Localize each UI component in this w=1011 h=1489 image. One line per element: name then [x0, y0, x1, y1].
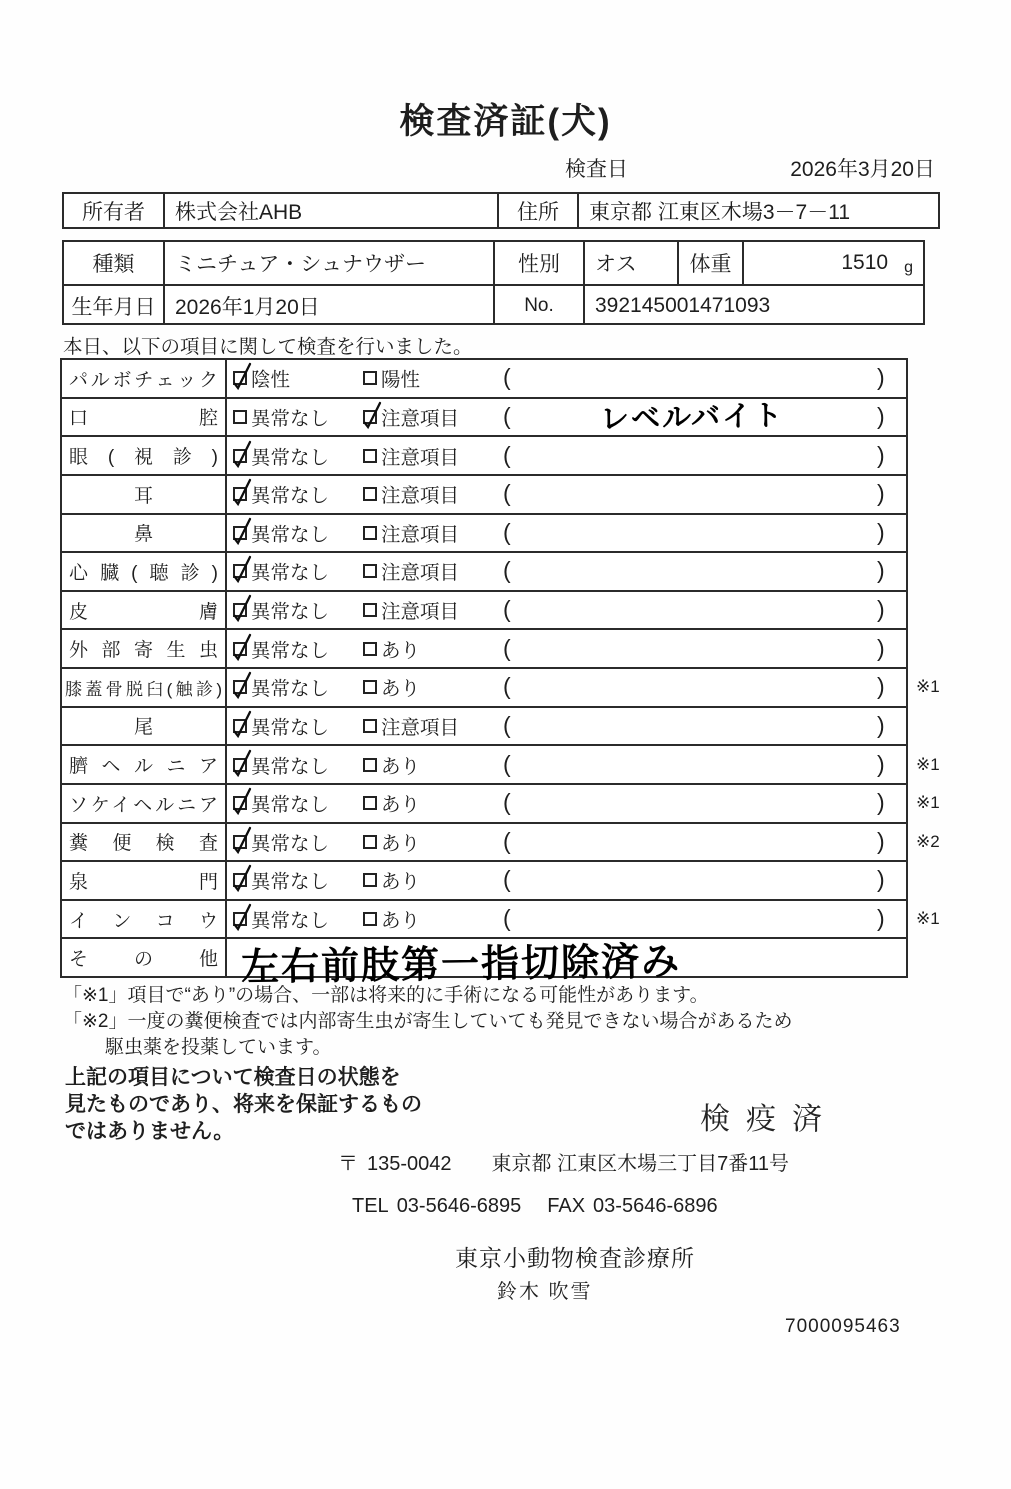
info-table	[62, 240, 925, 325]
checkbox	[363, 912, 377, 926]
exam-row-content	[227, 360, 906, 397]
exam-row	[62, 744, 940, 783]
checkbox	[363, 603, 377, 617]
exam-item-label: 鼻	[133, 524, 153, 546]
check-mark-icon	[230, 749, 254, 775]
footnotes	[63, 983, 793, 1061]
exam-option	[233, 635, 329, 663]
exam-item-label: パルボチェック	[69, 369, 218, 391]
check-mark-icon	[360, 401, 384, 427]
no-label: No.	[495, 286, 585, 325]
check-mark-icon	[230, 671, 254, 697]
exam-row-content	[227, 708, 906, 745]
paren-open: (	[503, 596, 511, 623]
option-label: 異常なし	[251, 716, 330, 739]
ref-mark: ※1	[916, 677, 940, 697]
check-mark-icon	[230, 517, 254, 543]
checkbox-checked	[363, 410, 377, 424]
weight-value-cell	[744, 242, 923, 284]
tel-fax-line	[352, 1195, 718, 1218]
option-label: 異常なし	[251, 562, 330, 585]
weight-unit: g	[904, 258, 913, 276]
birthdate-label: 生年月日	[64, 286, 165, 325]
inspection-date-label: 検査日	[565, 158, 628, 181]
checkbox	[363, 371, 377, 385]
exam-row-content	[227, 553, 906, 590]
exam-row-content	[227, 824, 906, 861]
paren-close: )	[877, 866, 885, 893]
tel-label: TEL	[352, 1195, 389, 1217]
weight-label: 体重	[679, 242, 744, 284]
tel-number: 03-5646-6895	[396, 1195, 522, 1217]
exam-item-label: 糞便検査	[69, 833, 218, 855]
option-label: 注意項目	[381, 485, 460, 508]
exam-row	[62, 551, 906, 590]
exam-item-label-cell	[62, 862, 227, 899]
owner-label: 所有者	[64, 194, 165, 227]
paren-close: )	[877, 402, 885, 429]
paren-open: (	[503, 557, 511, 584]
paren-open: (	[503, 866, 511, 893]
checkbox-checked	[233, 564, 247, 578]
exam-row	[62, 783, 940, 822]
paren-open: (	[503, 480, 511, 507]
paren-close: )	[877, 596, 885, 623]
exam-item-label: 臍ヘルニア	[69, 756, 218, 778]
exam-item-label-cell	[62, 746, 227, 783]
disclaimer-line: 見たものであり、将来を保証するもの	[65, 1093, 422, 1116]
exam-item-label: 膝蓋骨脱臼(触診)	[65, 679, 222, 699]
paren-open: (	[503, 905, 511, 932]
option-label: 陰性	[251, 369, 291, 392]
ref-mark: ※2	[916, 831, 940, 851]
exam-row	[62, 899, 940, 938]
exam-option	[363, 712, 459, 740]
option-label: 陽性	[381, 369, 421, 392]
exam-item-label: 耳	[133, 485, 153, 507]
paren-close: )	[877, 557, 885, 584]
checkbox	[363, 719, 377, 733]
paren-open: (	[503, 711, 511, 738]
exam-option	[363, 866, 420, 894]
clinic-address: 東京都 江東区木場三丁目7番11号	[491, 1153, 789, 1175]
exam-item-label-cell	[62, 901, 227, 938]
exam-option	[363, 828, 420, 856]
paren-close: )	[877, 441, 885, 468]
option-label: 異常なし	[251, 910, 330, 933]
checkbox-checked	[233, 642, 247, 656]
sex-label: 性別	[495, 242, 585, 284]
exam-row-content	[227, 630, 906, 667]
exam-row	[62, 822, 940, 861]
paren-open: (	[503, 789, 511, 816]
exam-row	[62, 860, 906, 899]
checkbox-checked	[233, 487, 247, 501]
option-label: 注意項目	[381, 407, 460, 430]
exam-option	[233, 789, 329, 817]
exam-row	[62, 474, 906, 513]
exam-option	[233, 557, 329, 585]
paren-close: )	[877, 634, 885, 661]
checkbox	[363, 526, 377, 540]
exam-item-label-cell	[62, 592, 227, 629]
exam-row-content	[227, 476, 906, 513]
paren-open: (	[503, 364, 511, 391]
exam-item-label-cell	[62, 824, 227, 861]
sex-value: オス	[585, 242, 679, 284]
exam-row-content	[227, 592, 906, 629]
exam-item-label: 皮膚	[69, 601, 218, 623]
option-label: 異常なし	[251, 523, 330, 546]
exam-item-label-cell	[62, 708, 227, 745]
address-value: 東京都 江東区木場3－7－11	[589, 200, 850, 224]
option-label: 注意項目	[381, 562, 460, 585]
disclaimer-line: 上記の項目について検査日の状態を	[65, 1066, 401, 1089]
option-label: 異常なし	[251, 485, 330, 508]
breed-value: ミニチュア・シュナウザー	[165, 242, 495, 284]
exam-option	[233, 712, 329, 740]
exam-option	[233, 673, 329, 701]
paren-open: (	[503, 441, 511, 468]
check-mark-icon	[230, 478, 254, 504]
check-mark-icon	[230, 594, 254, 620]
exam-row-content	[227, 669, 906, 706]
owner-value: 株式会社AHB	[165, 194, 499, 227]
exam-item-label: 外部寄生虫	[69, 640, 218, 662]
inspection-date-row	[0, 153, 1011, 181]
fax-label: FAX	[547, 1195, 586, 1217]
option-label: あり	[381, 871, 421, 894]
paren-close: )	[877, 905, 885, 932]
exam-item-label-cell	[62, 399, 227, 436]
exam-option	[363, 442, 459, 470]
inspection-date-value: 2026年3月20日	[790, 158, 935, 181]
option-label: 異常なし	[251, 794, 330, 817]
option-label: 注意項目	[381, 601, 460, 624]
option-label: 異常なし	[251, 601, 330, 624]
address-label: 住所	[499, 194, 579, 227]
paren-close: )	[877, 789, 885, 816]
ref-mark: ※1	[916, 754, 940, 774]
exam-option	[233, 480, 329, 508]
option-label: あり	[381, 755, 421, 778]
exam-row	[62, 513, 906, 552]
exam-table	[60, 358, 940, 990]
check-mark-icon	[230, 710, 254, 736]
paren-close: )	[877, 673, 885, 700]
exam-item-label-cell	[62, 630, 227, 667]
checkbox	[363, 796, 377, 810]
checkbox	[363, 835, 377, 849]
option-label: 注意項目	[381, 446, 460, 469]
check-mark-icon	[230, 864, 254, 890]
check-mark-icon	[230, 903, 254, 929]
option-label: 異常なし	[251, 871, 330, 894]
exam-row-content	[227, 785, 906, 822]
serial-number: 7000095463	[785, 1316, 901, 1337]
checkbox	[363, 642, 377, 656]
exam-item-label-cell	[62, 939, 227, 976]
exam-option	[363, 519, 459, 547]
exam-row-content	[227, 746, 906, 783]
exam-option	[233, 364, 290, 392]
ref-mark: ※1	[916, 909, 940, 929]
paren-close: )	[877, 480, 885, 507]
option-label: 異常なし	[251, 639, 330, 662]
option-label: あり	[381, 910, 421, 933]
exam-item-label: ソケイヘルニア	[69, 794, 218, 816]
checkbox	[363, 873, 377, 887]
checkbox	[363, 449, 377, 463]
exam-option	[363, 751, 420, 779]
exam-item-label-cell	[62, 437, 227, 474]
checkbox	[363, 487, 377, 501]
intro-text: 本日、以下の項目に関して検査を行いました。	[63, 336, 473, 358]
exam-item-label-cell	[62, 515, 227, 552]
checkbox	[363, 564, 377, 578]
weight-value: 1510	[841, 251, 889, 274]
exam-row	[62, 435, 906, 474]
paren-close: )	[877, 518, 885, 545]
exam-item-label: インコウ	[69, 910, 218, 932]
checkbox-checked	[233, 758, 247, 772]
exam-option	[363, 480, 459, 508]
birthdate-value: 2026年1月20日	[165, 286, 495, 325]
exam-row-content	[227, 515, 906, 552]
checkbox-checked	[233, 603, 247, 617]
no-value: 392145001471093	[595, 293, 771, 317]
exam-item-label-cell	[62, 360, 227, 397]
option-label: 異常なし	[251, 755, 330, 778]
exam-row	[62, 397, 906, 436]
checkbox	[233, 410, 247, 424]
note-line: 駆虫薬を投薬しています。	[105, 1037, 332, 1058]
check-mark-icon	[230, 787, 254, 813]
exam-row	[62, 706, 906, 745]
checkbox-checked	[233, 912, 247, 926]
exam-item-label-cell	[62, 669, 227, 706]
exam-item-label: 心臓(聴診)	[69, 562, 218, 584]
exam-option	[233, 828, 329, 856]
exam-option	[363, 364, 420, 392]
exam-option	[233, 519, 329, 547]
option-label: 異常なし	[251, 407, 330, 430]
option-label: あり	[381, 678, 421, 701]
exam-option	[363, 596, 459, 624]
checkbox-checked	[233, 680, 247, 694]
checkbox-checked	[233, 371, 247, 385]
exam-option	[233, 442, 329, 470]
exam-item-label-cell	[62, 553, 227, 590]
option-label: あり	[381, 794, 421, 817]
exam-option	[233, 403, 329, 431]
ref-mark: ※1	[916, 793, 940, 813]
postal-code: 135-0042	[367, 1153, 452, 1175]
note-line: 「※2」一度の糞便検査では内部寄生虫が寄生していても発見できない場合があるため	[63, 1011, 793, 1032]
handwritten-finding: レベルバイト	[599, 399, 785, 436]
exam-option	[363, 905, 420, 933]
checkbox-checked	[233, 526, 247, 540]
note-line: 「※1」項目で“あり”の場合、一部は将来的に手術になる可能性があります。	[63, 985, 709, 1006]
check-mark-icon	[230, 362, 254, 388]
disclaimer-line: ではありません。	[65, 1120, 235, 1143]
disclaimer	[65, 1064, 422, 1145]
exam-row	[62, 667, 940, 706]
option-label: 異常なし	[251, 678, 330, 701]
owner-table	[62, 192, 940, 229]
fax-number: 03-5646-6896	[593, 1195, 718, 1217]
exam-option	[363, 557, 459, 585]
exam-option	[233, 866, 329, 894]
paren-open: (	[503, 518, 511, 545]
clinic-address-line	[338, 1147, 789, 1176]
check-mark-icon	[230, 633, 254, 659]
exam-item-label: 口腔	[69, 408, 218, 430]
paren-close: )	[877, 827, 885, 854]
exam-row	[62, 590, 906, 629]
handwritten-note: 左右前肢第一指切除済み	[240, 941, 682, 990]
option-label: あり	[381, 639, 421, 662]
exam-option	[363, 789, 420, 817]
exam-row-content	[227, 437, 906, 474]
exam-item-label-cell	[62, 476, 227, 513]
checkbox	[363, 680, 377, 694]
exam-option	[233, 905, 329, 933]
breed-label: 種類	[64, 242, 165, 284]
exam-row	[62, 937, 906, 990]
checkbox-checked	[233, 796, 247, 810]
checkbox	[363, 758, 377, 772]
checkbox-checked	[233, 449, 247, 463]
paren-open: (	[503, 750, 511, 777]
exam-item-label: その他	[69, 949, 218, 971]
exam-option	[363, 635, 420, 663]
checkbox-checked	[233, 873, 247, 887]
paren-open: (	[503, 402, 511, 429]
page-title: 検査済証(犬)	[399, 102, 612, 141]
checkbox-checked	[233, 719, 247, 733]
exam-row-content	[227, 939, 906, 990]
exam-item-label: 尾	[133, 717, 153, 739]
option-label: 注意項目	[381, 523, 460, 546]
exam-item-label: 泉門	[69, 871, 218, 893]
exam-option	[363, 673, 420, 701]
paren-open: (	[503, 634, 511, 661]
option-label: 注意項目	[381, 716, 460, 739]
option-label: 異常なし	[251, 832, 330, 855]
paren-open: (	[503, 673, 511, 700]
check-mark-icon	[230, 555, 254, 581]
option-label: あり	[381, 832, 421, 855]
paren-close: )	[877, 364, 885, 391]
clinic-name: 東京小動物検査診療所	[455, 1245, 695, 1271]
exam-row-content	[227, 862, 906, 899]
exam-item-label-cell	[62, 785, 227, 822]
exam-row	[62, 628, 906, 667]
exam-row-content	[227, 399, 906, 436]
check-mark-icon	[230, 440, 254, 466]
postal-mark-icon: 〒	[338, 1153, 358, 1175]
check-mark-icon	[230, 826, 254, 852]
exam-row	[62, 360, 906, 397]
exam-option	[233, 596, 329, 624]
veterinarian-name: 鈴木 吹雪	[497, 1281, 593, 1303]
exam-option	[363, 403, 459, 431]
exam-item-label: 眼(視診)	[69, 447, 218, 469]
checkbox-checked	[233, 835, 247, 849]
exam-option	[233, 751, 329, 779]
paren-close: )	[877, 750, 885, 777]
option-label: 異常なし	[251, 446, 330, 469]
quarantine-stamp: 検疫済	[700, 1103, 838, 1136]
paren-close: )	[877, 711, 885, 738]
paren-open: (	[503, 827, 511, 854]
